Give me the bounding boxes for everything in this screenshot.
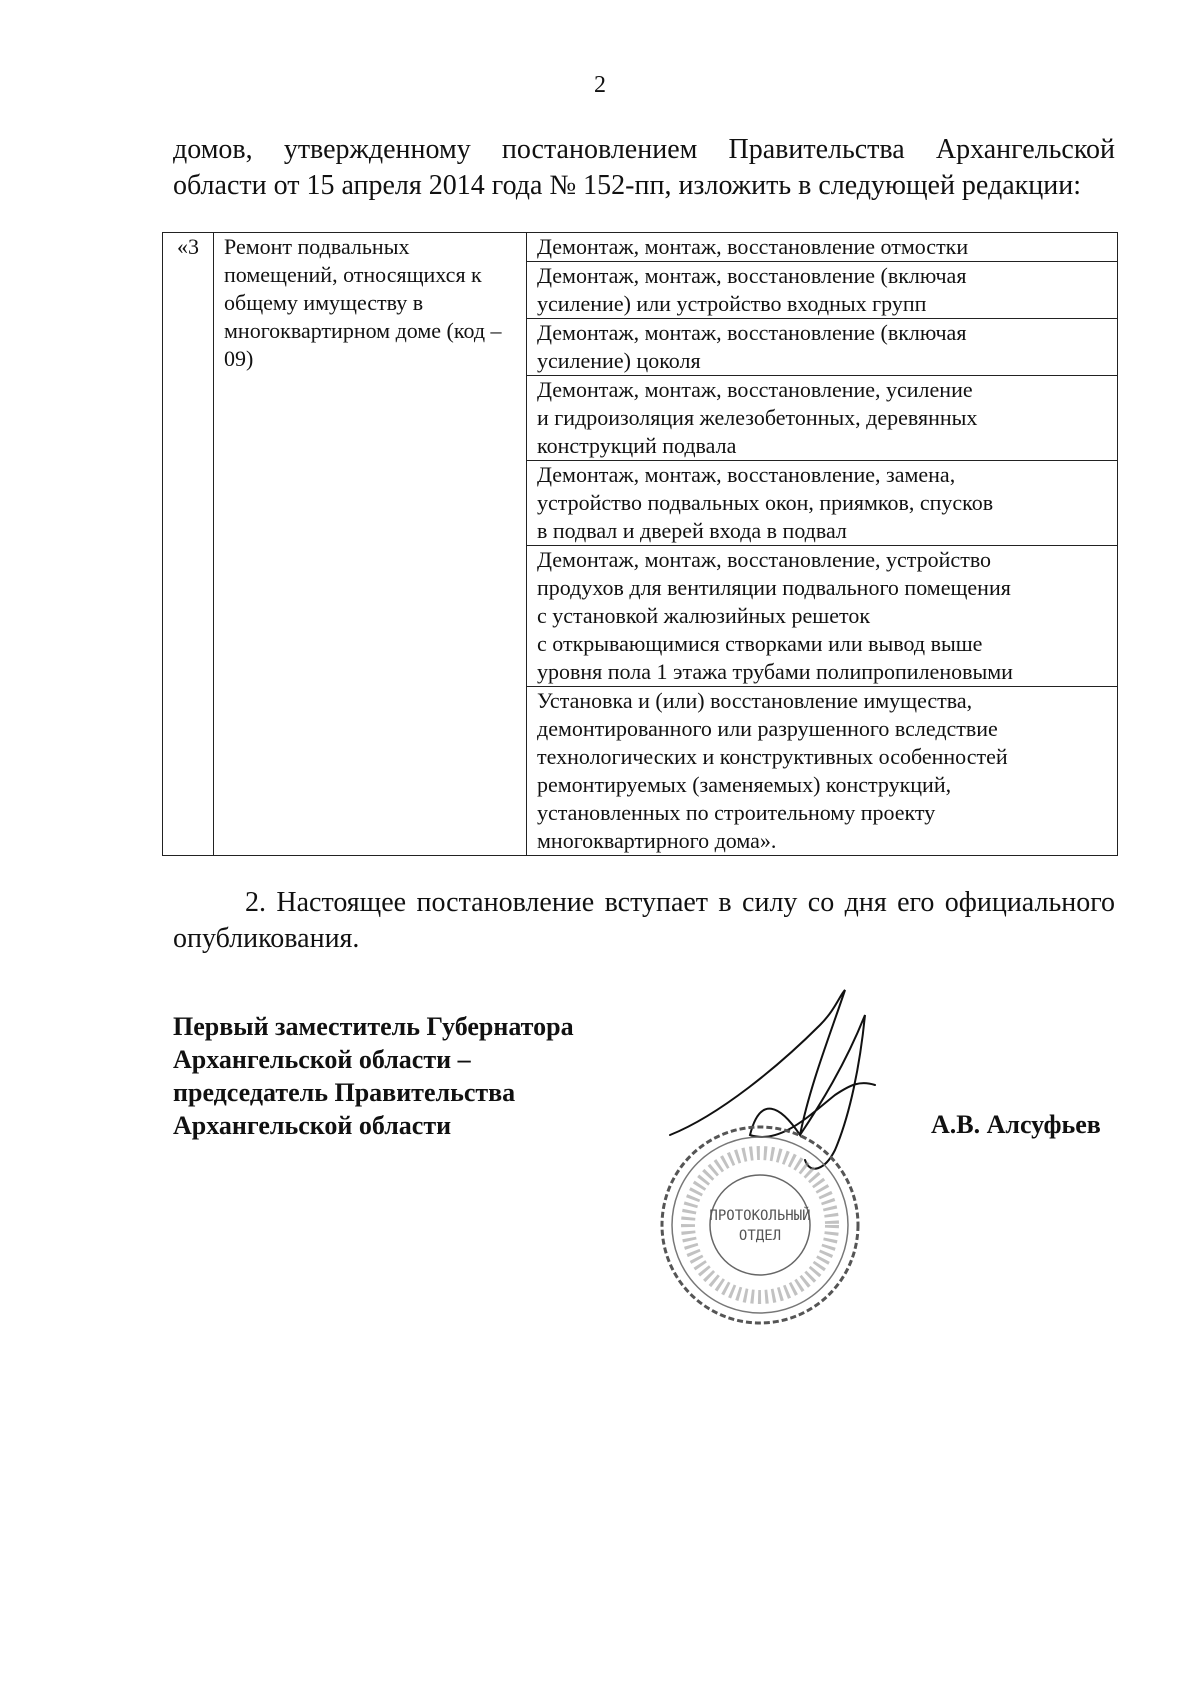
- action-text: Демонтаж, монтаж, восстановление (включая усиление) или устройство входных групп: [537, 263, 967, 316]
- action-text: Демонтаж, монтаж, восстановление отмостки: [537, 234, 969, 259]
- intro-paragraph: домов, утвержденному постановлением Правительства Архангельской области от 15 апреля 2014 года № 152-пп, изложить в следующей редакции:: [173, 134, 1115, 201]
- action-text: Демонтаж, монтаж, восстановление (включая усиление) цоколя: [537, 320, 967, 373]
- works-table: [162, 232, 1118, 856]
- signatory-name: А.В. Алсуфьев: [931, 1110, 1101, 1139]
- action-text: Установка и (или) восстановление имущества, демонтированного или разрушенного вследствие технологических и конструктивных особенностей ремонтируемых (заменяемых) конструкций, установленных по строительному проекту многоквартирного дома».: [537, 688, 1008, 853]
- table-row: [163, 233, 1118, 262]
- action-text: Демонтаж, монтаж, восстановление, замена, устройство подвальных окон, приямков, спусков в подвал и дверей входа в подвал: [537, 462, 994, 543]
- action-text: Демонтаж, монтаж, восстановление, устройство продухов для вентиляции подвального помещения с установкой жалюзийных решеток с открывающимися створками или вывод выше уровня пола 1 этажа трубами полипропиленовыми: [537, 547, 1013, 684]
- clause-2-paragraph: 2. Настоящее постановление вступает в силу со дня его официального опубликования.: [173, 887, 1115, 954]
- action-cell: [527, 461, 1118, 546]
- action-cell: [527, 319, 1118, 376]
- action-cell: [527, 546, 1118, 687]
- action-cell: [527, 687, 1118, 856]
- signatory-title: Первый заместитель Губернатора Архангельской области – председатель Правительства Архангельской области: [173, 1012, 574, 1140]
- seal-text-2: ОТДЕЛ: [738, 1228, 782, 1244]
- action-text: Демонтаж, монтаж, восстановление, усиление и гидроизоляция железобетонных, деревянных конструкций подвала: [537, 377, 978, 458]
- action-cell: [527, 376, 1118, 461]
- action-cell: [527, 262, 1118, 319]
- official-seal: [655, 1120, 865, 1330]
- page-number: 2: [594, 72, 606, 98]
- row-number-cell: «3: [163, 233, 214, 856]
- action-cell: [527, 233, 1118, 262]
- category-cell: Ремонт подвальных помещений, относящихся к общему имуществу в многоквартирном доме (код – 09): [214, 233, 527, 856]
- seal-text-1: ПРОТОКОЛЬНЫЙ: [709, 1208, 811, 1224]
